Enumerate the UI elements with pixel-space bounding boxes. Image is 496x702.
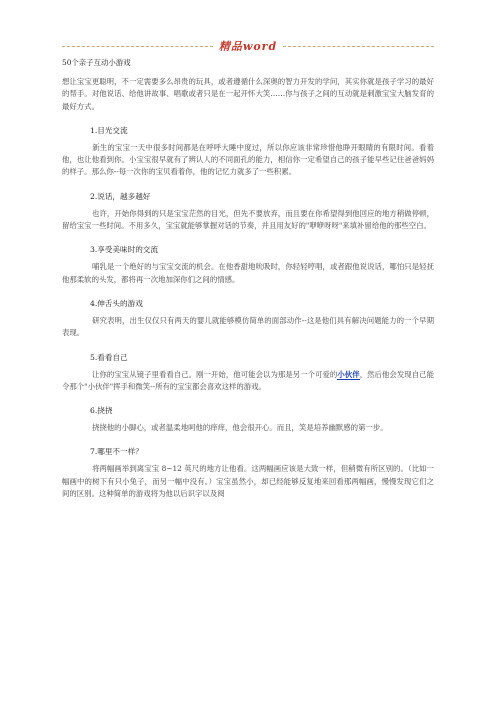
section-heading: 1.目光交流 [90, 125, 128, 135]
section-heading: 4.伸舌头的游戏 [90, 298, 143, 308]
intro-paragraph: 想让宝宝更聪明，不一定需要多么昂贵的玩具，或者遵循什么深奥的智力开发的学问，其实你就是孩子学习的最好的帮手。对他说话、给他讲故事、唱歌或者只是在一起开怀大笑……你与孩子之间的互动就是刺激宝宝大脑发育的最好方式。 [62, 77, 434, 111]
document-header [62, 38, 434, 54]
section-paragraph: 也许，开始你得到的只是宝宝茫然的目光，但先不要放弃，而且要在你希望得到他回应的地方稍做停顿，留给宝宝一些时间。不用多久，宝宝就能够掌握对话的节奏，并且用友好的"咿咿呀呀"来填补留给他的那些空白。 [62, 208, 434, 231]
section-heading: 6.挠挠 [90, 406, 113, 416]
section-paragraph: 让你的宝宝从镜子里看看自己。刚一开始，他可能会以为那是另一个可爱的小伙伴，然后他会发现自己能令那个"小伙伴"挥手和微笑--所有的宝宝都会喜欢这样的游戏。 [62, 369, 434, 391]
header-divider-left [62, 46, 213, 47]
section-paragraph: 挠挠他的小脚心，或者温柔地呵他的痒痒，他会很开心。而且，笑是培养幽默感的第一步。 [92, 423, 388, 433]
highlight-link[interactable]: 小伙伴 [337, 369, 360, 379]
section-paragraph: 将两幅画举到离宝宝 8~12 英尺的地方让他看。这两幅画应该是大致一样，但稍微有所区别的。（比如一幅画中的树下有只小兔子，而另一幅中没有。）宝宝虽然小，却已经能够反复地来回看那两幅画，慢慢发现它们之间的区别。这种简单的游戏将为他以后识字以及阅 [62, 464, 434, 499]
section-heading: 2.说话，越多越好 [90, 191, 151, 201]
section-paragraph: 新生的宝宝一天中很多时间都是在呼呼大睡中度过，所以你应该非常珍惜他睁开眼睛的有限时间。看着他，也让他看到你。小宝宝很早就有了辨认人的不同面孔的能力，相信你一定希望自己的孩子能早些记住爸爸妈妈的样子。那么你--每一次你的宝贝看着你，他的记忆力就多了一些积累。 [62, 142, 434, 177]
document-title: 50个亲子互动小游戏 [62, 58, 131, 67]
section-heading: 7.哪里不一样？ [90, 447, 143, 457]
document-body [62, 58, 434, 500]
header-logo: 精品word [218, 40, 278, 53]
section-paragraph: 哺乳是一个绝好的与宝宝交流的机会。在他香甜地吮吸时，你轻轻哼唱，或者跟他说说话，哪怕只是轻抚他那柔软的头发，都将再一次地加深你们之间的情感。 [62, 262, 434, 284]
section-paragraph: 研究表明，出生仅仅只有两天的婴儿就能够模仿简单的面部动作--这是他们具有解决问题能力的一个早期表现。 [62, 315, 434, 338]
section-heading: 5.看看自己 [90, 352, 128, 362]
header-divider-right [283, 46, 434, 47]
section-heading: 3.享受美味时的交流 [90, 245, 158, 255]
